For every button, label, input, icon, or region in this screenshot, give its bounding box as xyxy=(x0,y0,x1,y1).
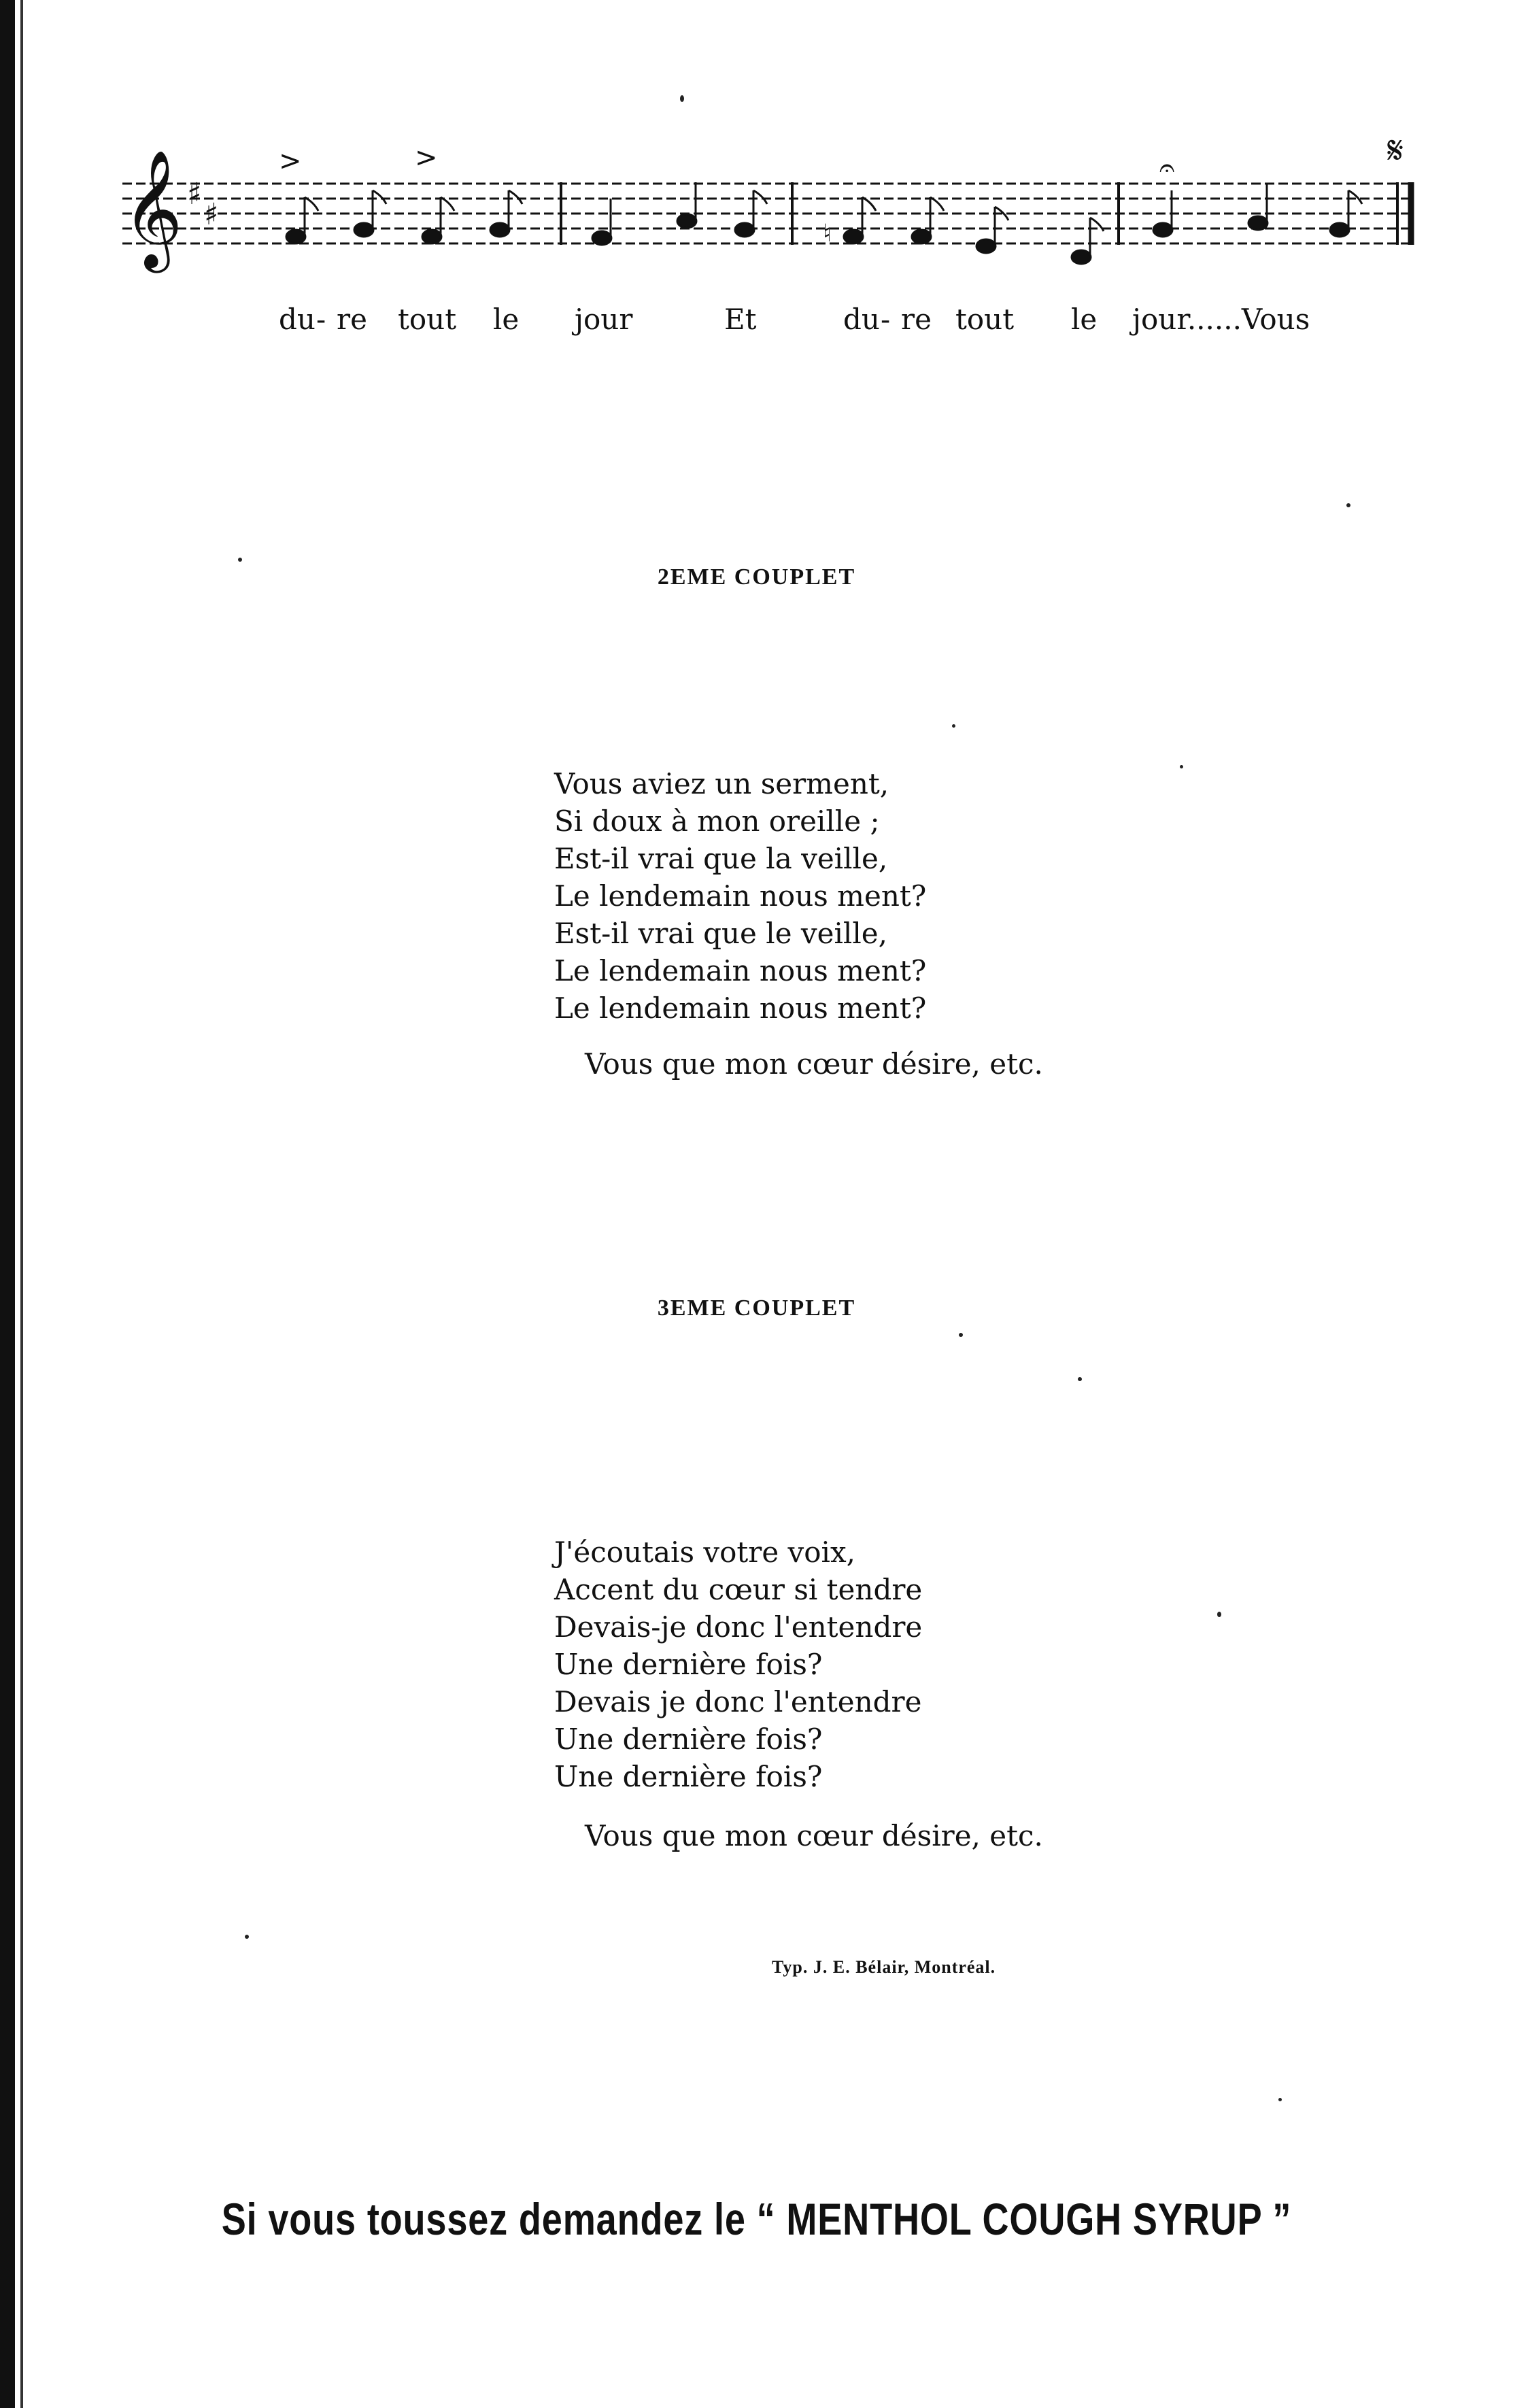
fermata-icon: 𝄐 xyxy=(1159,152,1175,184)
couplet-3-verse xyxy=(554,1533,922,1795)
verse-line: Est-il vrai que la veille, xyxy=(554,842,888,875)
lyric-syllable: du xyxy=(843,303,880,336)
scan-speck xyxy=(1278,2098,1282,2101)
lyric-syllable: tout xyxy=(398,303,457,336)
lyric-syllable: re xyxy=(337,303,367,336)
staff-lines xyxy=(122,184,1414,243)
scan-speck xyxy=(245,1935,249,1939)
accent-icon: > xyxy=(415,142,438,173)
scan-speck xyxy=(238,558,242,562)
page-edge-rule xyxy=(0,0,15,2408)
verse-line: Si doux à mon oreille ; xyxy=(554,804,880,838)
lyric-syllable: le xyxy=(1071,303,1098,336)
lyric-syllable: le xyxy=(493,303,520,336)
verse-line: Une dernière fois? xyxy=(554,1723,823,1756)
verse-line: Le lendemain nous ment? xyxy=(554,991,927,1025)
verse-line: Une dernière fois? xyxy=(554,1760,823,1793)
advertisement-line: Si vous toussez demandez le “ MENTHOL COUGH SYRUP ” xyxy=(221,2194,1292,2244)
page-edge-rule-inner xyxy=(20,0,23,2408)
verse-line: Le lendemain nous ment? xyxy=(554,954,927,987)
scan-speck xyxy=(1180,765,1183,768)
lyric-syllable: - xyxy=(316,303,326,336)
verse-line: Vous aviez un serment, xyxy=(554,767,889,800)
treble-clef-icon: 𝄞 xyxy=(122,150,183,268)
couplet-2-title: 2EME COUPLET xyxy=(657,564,856,590)
segno-icon: 𝄋 xyxy=(1387,129,1404,173)
verse-line: Le lendemain nous ment? xyxy=(554,879,927,913)
lyric-syllable: re xyxy=(901,303,932,336)
verse-line: Une dernière fois? xyxy=(554,1648,823,1681)
lyric-syllable: jour xyxy=(575,303,633,336)
lyric-syllable: - xyxy=(881,303,891,336)
lyric-syllable: du xyxy=(279,303,316,336)
scan-speck xyxy=(1346,503,1350,507)
verse-line: Devais-je donc l'entendre xyxy=(554,1610,923,1644)
lyric-syllable: tout xyxy=(955,303,1015,336)
verse-line: Accent du cœur si tendre xyxy=(554,1573,923,1606)
notes xyxy=(286,182,1362,264)
sharp-icon: ♯ xyxy=(187,177,202,211)
scan-speck xyxy=(680,95,684,102)
couplet-3-title: 3EME COUPLET xyxy=(657,1295,856,1321)
scan-speck xyxy=(952,724,955,728)
verse-line: J'écoutais votre voix, xyxy=(554,1536,856,1569)
scan-speck xyxy=(959,1333,963,1337)
scan-speck xyxy=(1078,1377,1082,1381)
sharp-icon: ♯ xyxy=(204,197,219,232)
couplet-2-refrain: Vous que mon cœur désire, etc. xyxy=(585,1047,1043,1081)
accent-icon: > xyxy=(279,146,302,177)
staff-svg xyxy=(102,122,1448,299)
lyric-syllable: jour......Vous xyxy=(1132,303,1310,336)
couplet-3-refrain: Vous que mon cœur désire, etc. xyxy=(585,1819,1043,1852)
verse-line: Est-il vrai que le veille, xyxy=(554,917,887,950)
scan-speck xyxy=(1217,1612,1221,1617)
svg-text:♮: ♮ xyxy=(823,220,832,248)
printer-imprint: Typ. J. E. Bélair, Montréal. xyxy=(772,1957,996,1977)
lyric-syllable: Et xyxy=(724,303,757,336)
verse-line: Devais je donc l'entendre xyxy=(554,1685,922,1718)
couplet-2-verse xyxy=(554,765,926,1027)
